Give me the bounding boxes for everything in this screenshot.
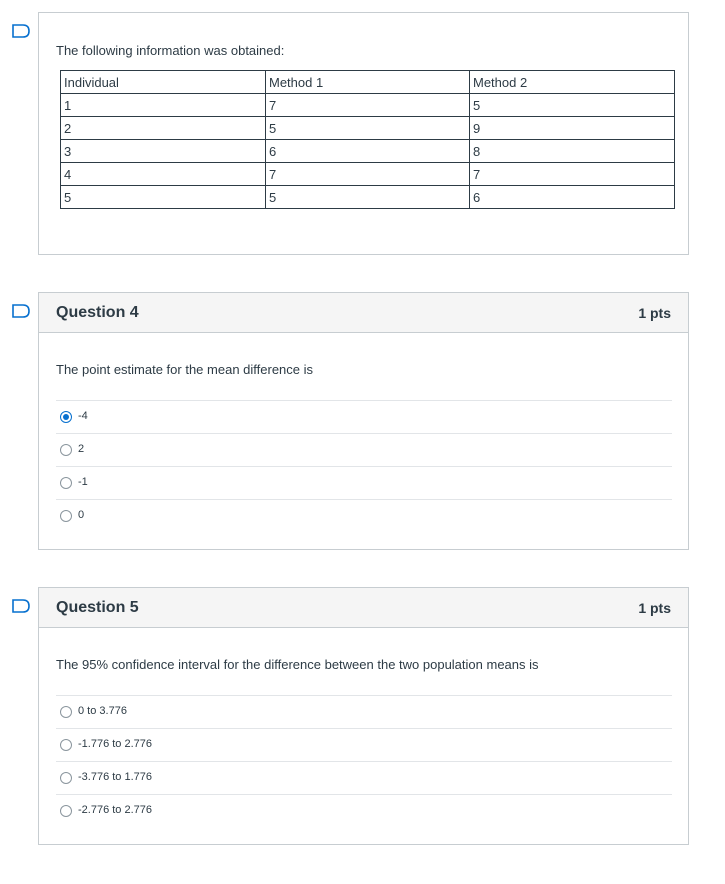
table-cell: 2 bbox=[61, 117, 266, 140]
question-prompt: The point estimate for the mean difference is bbox=[56, 362, 314, 377]
answer-label[interactable]: -4 bbox=[78, 410, 88, 422]
question-prompt: The 95% confidence interval for the difference between the two population means is bbox=[56, 657, 539, 672]
table-header-row bbox=[61, 71, 675, 94]
answer-option[interactable] bbox=[56, 728, 672, 761]
question-5-panel bbox=[38, 587, 689, 845]
question-points: 1 pts bbox=[638, 305, 671, 321]
answer-option[interactable] bbox=[56, 466, 672, 499]
table-cell: 9 bbox=[470, 117, 675, 140]
question-points: 1 pts bbox=[638, 600, 671, 616]
table-row bbox=[61, 186, 675, 209]
data-table bbox=[60, 70, 675, 209]
table-cell: 5 bbox=[266, 186, 470, 209]
flag-question-icon[interactable] bbox=[11, 23, 31, 39]
table-row bbox=[61, 117, 675, 140]
answer-option[interactable] bbox=[56, 400, 672, 433]
answer-option[interactable] bbox=[56, 499, 672, 532]
question-title: Question 5 bbox=[56, 599, 139, 616]
table-cell: 7 bbox=[266, 163, 470, 186]
table-cell: 8 bbox=[470, 140, 675, 163]
question-title: Question 4 bbox=[56, 304, 139, 321]
table-cell: 7 bbox=[266, 94, 470, 117]
radio-button[interactable] bbox=[60, 444, 72, 456]
answer-option[interactable] bbox=[56, 794, 672, 827]
radio-button-selected[interactable] bbox=[60, 411, 72, 423]
table-cell: 4 bbox=[61, 163, 266, 186]
flag-question-icon[interactable] bbox=[11, 303, 31, 319]
table-cell: 3 bbox=[61, 140, 266, 163]
answer-option[interactable] bbox=[56, 433, 672, 466]
table-row bbox=[61, 140, 675, 163]
answer-label[interactable]: 0 bbox=[78, 509, 85, 521]
question-4-panel bbox=[38, 292, 689, 550]
table-cell: 6 bbox=[266, 140, 470, 163]
info-panel bbox=[38, 12, 689, 255]
table-row bbox=[61, 163, 675, 186]
answer-option[interactable] bbox=[56, 695, 672, 728]
answer-label[interactable]: -2.776 to 2.776 bbox=[78, 804, 153, 816]
table-cell: 7 bbox=[470, 163, 675, 186]
question-header bbox=[39, 293, 688, 333]
flag-question-icon[interactable] bbox=[11, 598, 31, 614]
info-intro-text: The following information was obtained: bbox=[56, 43, 285, 58]
radio-button[interactable] bbox=[60, 706, 72, 718]
question-header bbox=[39, 588, 688, 628]
answer-label[interactable]: -1 bbox=[78, 476, 88, 488]
table-cell: 5 bbox=[266, 117, 470, 140]
answer-list bbox=[56, 695, 672, 827]
radio-button[interactable] bbox=[60, 805, 72, 817]
table-row bbox=[61, 94, 675, 117]
table-cell: 1 bbox=[61, 94, 266, 117]
answer-label[interactable]: -1.776 to 2.776 bbox=[78, 738, 153, 750]
answer-label[interactable]: -3.776 to 1.776 bbox=[78, 771, 153, 783]
radio-button[interactable] bbox=[60, 477, 72, 489]
table-header-cell: Individual bbox=[61, 71, 266, 94]
radio-button[interactable] bbox=[60, 772, 72, 784]
table-cell: 6 bbox=[470, 186, 675, 209]
answer-label[interactable]: 0 to 3.776 bbox=[78, 705, 127, 717]
table-header-cell: Method 1 bbox=[266, 71, 470, 94]
table-header-cell: Method 2 bbox=[470, 71, 675, 94]
answer-label[interactable]: 2 bbox=[78, 443, 85, 455]
radio-button[interactable] bbox=[60, 739, 72, 751]
table-cell: 5 bbox=[61, 186, 266, 209]
table-cell: 5 bbox=[470, 94, 675, 117]
radio-button[interactable] bbox=[60, 510, 72, 522]
answer-option[interactable] bbox=[56, 761, 672, 794]
answer-list bbox=[56, 400, 672, 532]
